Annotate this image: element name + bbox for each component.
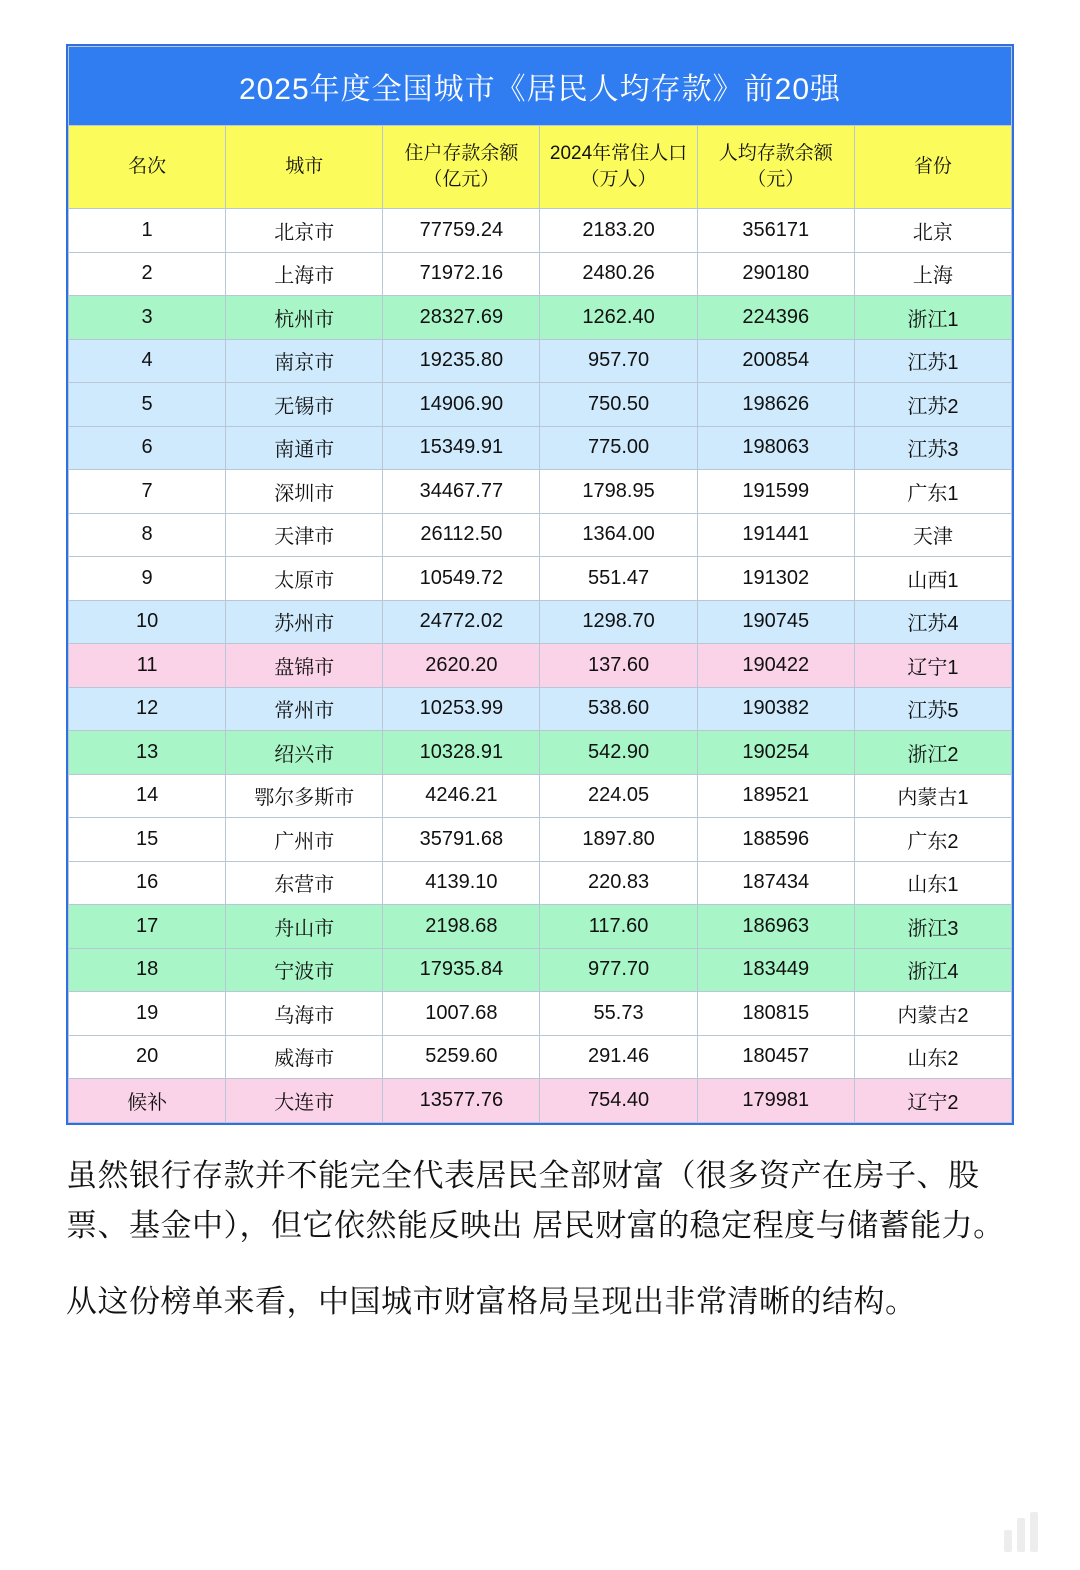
cell-province: 内蒙古2 <box>854 992 1011 1036</box>
cell-rank: 5 <box>69 383 226 427</box>
cell-deposits: 28327.69 <box>383 296 540 340</box>
table-row <box>69 992 1012 1036</box>
cell-population: 2480.26 <box>540 252 697 296</box>
table-row <box>69 426 1012 470</box>
table-row <box>69 644 1012 688</box>
cell-deposits: 71972.16 <box>383 252 540 296</box>
cell-deposits: 5259.60 <box>383 1035 540 1079</box>
cell-population: 551.47 <box>540 557 697 601</box>
cell-deposits: 26112.50 <box>383 513 540 557</box>
cell-population: 775.00 <box>540 426 697 470</box>
cell-city: 上海市 <box>226 252 383 296</box>
cell-province: 江苏4 <box>854 600 1011 644</box>
cell-city: 苏州市 <box>226 600 383 644</box>
table-row <box>69 1079 1012 1123</box>
cell-deposits: 77759.24 <box>383 209 540 253</box>
cell-population: 220.83 <box>540 861 697 905</box>
watermark <box>1004 1512 1044 1552</box>
cell-deposits: 10253.99 <box>383 687 540 731</box>
cell-deposits: 2620.20 <box>383 644 540 688</box>
column-header-deposits <box>383 126 540 209</box>
cell-deposits: 4139.10 <box>383 861 540 905</box>
table-row <box>69 905 1012 949</box>
table-row <box>69 470 1012 514</box>
table-body <box>69 209 1012 1123</box>
table-row <box>69 1035 1012 1079</box>
cell-rank: 20 <box>69 1035 226 1079</box>
cell-city: 深圳市 <box>226 470 383 514</box>
table-title-row <box>69 47 1012 126</box>
cell-city: 南通市 <box>226 426 383 470</box>
cell-per-capita: 290180 <box>697 252 854 296</box>
cell-per-capita: 191302 <box>697 557 854 601</box>
cell-population: 224.05 <box>540 774 697 818</box>
cell-province: 山东2 <box>854 1035 1011 1079</box>
cell-city: 乌海市 <box>226 992 383 1036</box>
commentary-paragraph-2: 从这份榜单来看，中国城市财富格局呈现出非常清晰的结构。 <box>66 1283 917 1319</box>
cell-deposits: 35791.68 <box>383 818 540 862</box>
cell-population: 538.60 <box>540 687 697 731</box>
cell-per-capita: 190382 <box>697 687 854 731</box>
cell-rank: 1 <box>69 209 226 253</box>
column-header-deposits-line1: 住户存款余额 <box>404 143 519 165</box>
table-row <box>69 687 1012 731</box>
column-header-population <box>540 126 697 209</box>
cell-province: 江苏1 <box>854 339 1011 383</box>
cell-population: 2183.20 <box>540 209 697 253</box>
cell-city: 南京市 <box>226 339 383 383</box>
cell-per-capita: 191441 <box>697 513 854 557</box>
cell-city: 大连市 <box>226 1079 383 1123</box>
cell-city: 东营市 <box>226 861 383 905</box>
cell-per-capita: 179981 <box>697 1079 854 1123</box>
cell-per-capita: 189521 <box>697 774 854 818</box>
cell-province: 浙江2 <box>854 731 1011 775</box>
ranking-table-container <box>66 44 1014 1125</box>
cell-population: 957.70 <box>540 339 697 383</box>
cell-per-capita: 198626 <box>697 383 854 427</box>
cell-population: 55.73 <box>540 992 697 1036</box>
cell-per-capita: 190422 <box>697 644 854 688</box>
cell-deposits: 17935.84 <box>383 948 540 992</box>
cell-province: 广东1 <box>854 470 1011 514</box>
cell-rank: 17 <box>69 905 226 949</box>
cell-rank: 6 <box>69 426 226 470</box>
cell-deposits: 15349.91 <box>383 426 540 470</box>
cell-deposits: 1007.68 <box>383 992 540 1036</box>
cell-per-capita: 186963 <box>697 905 854 949</box>
column-header-province-line1: 省份 <box>913 156 952 178</box>
cell-province: 江苏5 <box>854 687 1011 731</box>
cell-rank: 19 <box>69 992 226 1036</box>
column-header-per-capita-line1: 人均存款余额 <box>718 143 833 165</box>
table-row <box>69 339 1012 383</box>
cell-population: 977.70 <box>540 948 697 992</box>
cell-city: 常州市 <box>226 687 383 731</box>
table-header <box>69 47 1012 209</box>
cell-rank: 18 <box>69 948 226 992</box>
cell-population: 1262.40 <box>540 296 697 340</box>
cell-population: 137.60 <box>540 644 697 688</box>
commentary-section <box>66 1151 1014 1328</box>
column-header-per-capita <box>697 126 854 209</box>
cell-per-capita: 356171 <box>697 209 854 253</box>
table-row <box>69 818 1012 862</box>
cell-population: 1364.00 <box>540 513 697 557</box>
cell-rank: 15 <box>69 818 226 862</box>
cell-province: 北京 <box>854 209 1011 253</box>
cell-city: 北京市 <box>226 209 383 253</box>
cell-rank: 8 <box>69 513 226 557</box>
cell-province: 江苏3 <box>854 426 1011 470</box>
table-row <box>69 252 1012 296</box>
cell-rank: 14 <box>69 774 226 818</box>
table-row <box>69 209 1012 253</box>
column-header-province <box>854 126 1011 209</box>
cell-province: 辽宁1 <box>854 644 1011 688</box>
column-header-deposits-line2: （亿元） <box>423 169 500 190</box>
cell-rank: 16 <box>69 861 226 905</box>
cell-per-capita: 198063 <box>697 426 854 470</box>
cell-rank: 10 <box>69 600 226 644</box>
column-header-city <box>226 126 383 209</box>
cell-deposits: 10328.91 <box>383 731 540 775</box>
cell-deposits: 34467.77 <box>383 470 540 514</box>
cell-per-capita: 180457 <box>697 1035 854 1079</box>
table-row <box>69 948 1012 992</box>
cell-population: 754.40 <box>540 1079 697 1123</box>
cell-province: 浙江4 <box>854 948 1011 992</box>
cell-deposits: 4246.21 <box>383 774 540 818</box>
table-row <box>69 383 1012 427</box>
signal-bars-icon <box>1004 1512 1038 1552</box>
cell-city: 威海市 <box>226 1035 383 1079</box>
cell-city: 宁波市 <box>226 948 383 992</box>
table-row <box>69 513 1012 557</box>
column-header-population-line2: （万人） <box>580 169 657 190</box>
commentary-paragraph-1: 虽然银行存款并不能完全代表居民全部财富（很多资产在房子、股票、基金中），但它依然能反映出 居民财富的稳定程度与储蓄能力。 <box>66 1157 1005 1243</box>
cell-rank: 候补 <box>69 1079 226 1123</box>
cell-deposits: 14906.90 <box>383 383 540 427</box>
cell-province: 江苏2 <box>854 383 1011 427</box>
ranking-table <box>68 46 1012 1123</box>
cell-per-capita: 191599 <box>697 470 854 514</box>
cell-rank: 7 <box>69 470 226 514</box>
cell-province: 天津 <box>854 513 1011 557</box>
page-title: 2025年度全国城市《居民人均存款》前20强 <box>69 47 1012 126</box>
table-row <box>69 557 1012 601</box>
cell-city: 杭州市 <box>226 296 383 340</box>
cell-rank: 3 <box>69 296 226 340</box>
cell-city: 广州市 <box>226 818 383 862</box>
cell-deposits: 10549.72 <box>383 557 540 601</box>
cell-city: 盘锦市 <box>226 644 383 688</box>
cell-province: 浙江3 <box>854 905 1011 949</box>
cell-rank: 12 <box>69 687 226 731</box>
cell-province: 浙江1 <box>854 296 1011 340</box>
column-header-population-line1: 2024年常住人口 <box>549 143 688 165</box>
cell-per-capita: 183449 <box>697 948 854 992</box>
cell-population: 1298.70 <box>540 600 697 644</box>
cell-city: 绍兴市 <box>226 731 383 775</box>
column-header-per-capita-line2: （元） <box>747 169 805 190</box>
cell-deposits: 19235.80 <box>383 339 540 383</box>
cell-province: 辽宁2 <box>854 1079 1011 1123</box>
cell-per-capita: 200854 <box>697 339 854 383</box>
cell-city: 无锡市 <box>226 383 383 427</box>
cell-province: 上海 <box>854 252 1011 296</box>
cell-rank: 13 <box>69 731 226 775</box>
cell-population: 750.50 <box>540 383 697 427</box>
table-row <box>69 731 1012 775</box>
table-column-header-row <box>69 126 1012 209</box>
cell-province: 山东1 <box>854 861 1011 905</box>
column-header-rank <box>69 126 226 209</box>
column-header-city-line1: 城市 <box>285 156 324 178</box>
cell-per-capita: 190745 <box>697 600 854 644</box>
cell-per-capita: 224396 <box>697 296 854 340</box>
cell-city: 太原市 <box>226 557 383 601</box>
table-row <box>69 600 1012 644</box>
cell-province: 山西1 <box>854 557 1011 601</box>
cell-city: 天津市 <box>226 513 383 557</box>
cell-population: 542.90 <box>540 731 697 775</box>
cell-rank: 11 <box>69 644 226 688</box>
table-row <box>69 861 1012 905</box>
cell-deposits: 2198.68 <box>383 905 540 949</box>
cell-city: 舟山市 <box>226 905 383 949</box>
cell-rank: 4 <box>69 339 226 383</box>
cell-deposits: 13577.76 <box>383 1079 540 1123</box>
table-row <box>69 296 1012 340</box>
cell-population: 117.60 <box>540 905 697 949</box>
column-header-rank-line1: 名次 <box>128 156 167 178</box>
table-row <box>69 774 1012 818</box>
cell-per-capita: 180815 <box>697 992 854 1036</box>
cell-per-capita: 190254 <box>697 731 854 775</box>
cell-per-capita: 187434 <box>697 861 854 905</box>
cell-deposits: 24772.02 <box>383 600 540 644</box>
cell-population: 1897.80 <box>540 818 697 862</box>
cell-rank: 2 <box>69 252 226 296</box>
cell-population: 291.46 <box>540 1035 697 1079</box>
cell-province: 内蒙古1 <box>854 774 1011 818</box>
cell-population: 1798.95 <box>540 470 697 514</box>
cell-per-capita: 188596 <box>697 818 854 862</box>
cell-rank: 9 <box>69 557 226 601</box>
cell-city: 鄂尔多斯市 <box>226 774 383 818</box>
cell-province: 广东2 <box>854 818 1011 862</box>
